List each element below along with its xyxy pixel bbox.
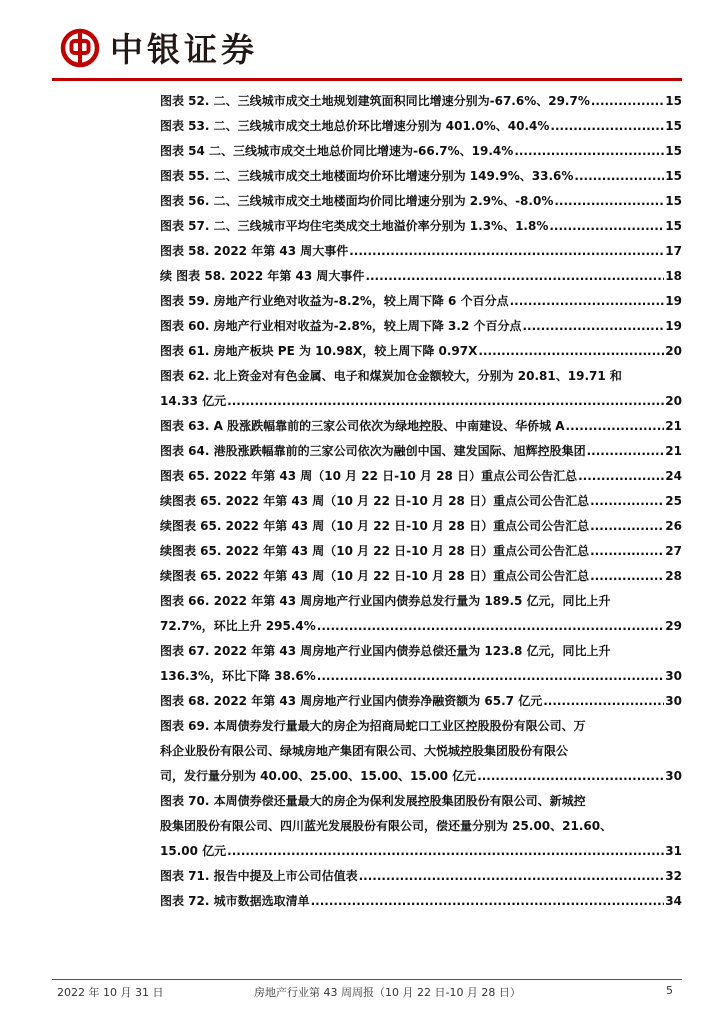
toc-leader — [317, 664, 665, 689]
toc-page-number: 18 — [665, 269, 682, 283]
toc-entry-line: 图表 62. 北上资金对有色金属、电子和煤炭加仓金额较大，分别为 20.81、19.71 和 — [160, 369, 622, 383]
toc-page-number: 29 — [665, 619, 682, 633]
toc-leader — [365, 264, 664, 289]
toc-page-number: 15 — [665, 119, 682, 133]
toc-entry-title: 图表 64. 港股涨跌幅靠前的三家公司依次为融创中国、建发国际、旭辉控股集团 — [160, 444, 586, 458]
toc-page-number: 26 — [665, 519, 682, 533]
toc-entry-line: 图表 67. 2022 年第 43 周房地产行业国内债券总偿还量为 123.8 亿元，同比上升 — [160, 644, 611, 658]
toc-entry-line: 股集团股份有限公司、四川蓝光发展股份有限公司，偿还量分别为 25.00、21.60、 — [160, 819, 613, 833]
toc-page-number: 15 — [665, 219, 682, 233]
footer-rule — [52, 979, 682, 980]
toc-leader — [543, 689, 664, 714]
toc-entry[interactable] — [160, 239, 682, 264]
toc-leader — [514, 139, 664, 164]
toc-page-number: 19 — [665, 294, 682, 308]
toc-entry-title: 图表 61. 房地产板块 PE 为 10.98X，较上周下降 0.97X — [160, 344, 478, 358]
toc-entry[interactable] — [160, 264, 682, 289]
toc-entry-line: 图表 70. 本周债券偿还量最大的房企为保利发展控股集团股份有限公司、新城控 — [160, 794, 586, 808]
toc-entry-title: 15.00 亿元 — [160, 844, 227, 858]
toc-entry[interactable] — [160, 439, 682, 464]
toc-entry-title: 图表 58. 2022 年第 43 周大事件 — [160, 244, 349, 258]
toc-entry-title: 图表 63. A 股涨跌幅靠前的三家公司依次为绿地控股、中南建设、华侨城 A — [160, 419, 565, 433]
toc-page-number: 25 — [665, 494, 682, 508]
toc-entry-last-line — [160, 614, 682, 639]
toc-leader — [478, 339, 664, 364]
toc-group-a — [160, 89, 682, 364]
toc-entry[interactable] — [160, 464, 682, 489]
toc-entry-68[interactable] — [160, 689, 682, 714]
toc-leader — [566, 414, 665, 439]
bank-of-china-logo-icon — [60, 28, 100, 68]
toc-entry[interactable] — [160, 889, 682, 914]
toc-page-number: 20 — [665, 344, 682, 358]
toc-entry-66[interactable] — [160, 589, 682, 639]
toc-page-number: 30 — [665, 669, 682, 683]
toc-page-number: 21 — [665, 444, 682, 458]
toc-entry-title: 136.3%，环比下降 38.6% — [160, 669, 316, 683]
toc-entry[interactable] — [160, 489, 682, 514]
toc-group-b — [160, 414, 682, 589]
toc-page-number: 30 — [665, 769, 682, 783]
toc-entry-title: 图表 52. 二、三线城市成交土地规划建筑面积同比增速分别为-67.6%、29.7% — [160, 94, 590, 108]
toc-entry-title: 图表 60. 房地产行业相对收益为-2.8%，较上周下降 3.2 个百分点 — [160, 319, 522, 333]
footer-date: 2022 年 10 月 31 日 — [57, 986, 164, 999]
toc-leader — [587, 439, 665, 464]
toc-page-number: 20 — [665, 394, 682, 408]
toc-page-number: 17 — [665, 244, 682, 258]
footer-report-title: 房地产行业第 43 周周报（10 月 22 日-10 月 28 日） — [254, 986, 521, 999]
toc-entry[interactable] — [160, 314, 682, 339]
toc-leader — [590, 489, 664, 514]
toc-leader — [510, 289, 665, 314]
toc-page-number: 32 — [665, 869, 682, 883]
toc-page-number: 24 — [665, 469, 682, 483]
toc-page-number: 31 — [665, 844, 682, 858]
page-header — [52, 22, 682, 78]
toc-entry-title: 续图表 65. 2022 年第 43 周（10 月 22 日-10 月 28 日）重点公司公告汇总 — [160, 519, 590, 533]
toc-entry-last-line — [160, 839, 682, 864]
toc-entry[interactable] — [160, 189, 682, 214]
toc-entry-title: 图表 72. 城市数据选取清单 — [160, 894, 310, 908]
toc-leader — [591, 89, 664, 114]
toc-entry-67[interactable] — [160, 639, 682, 689]
toc-entry-title: 图表 65. 2022 年第 43 周（10 月 22 日-10 月 28 日）重点公司公告汇总 — [160, 469, 578, 483]
toc-page-number: 19 — [665, 319, 682, 333]
toc-entry[interactable] — [160, 339, 682, 364]
toc-leader — [311, 889, 665, 914]
toc-entry-69[interactable] — [160, 714, 682, 789]
toc-entry[interactable] — [160, 114, 682, 139]
toc-entry-title: 续 图表 58. 2022 年第 43 周大事件 — [160, 269, 365, 283]
toc-entry-last-line — [160, 764, 682, 789]
toc-entry[interactable] — [160, 539, 682, 564]
toc-leader — [227, 839, 664, 864]
toc-entry[interactable] — [160, 164, 682, 189]
toc-page-number: 27 — [665, 544, 682, 558]
toc-entry[interactable] — [160, 289, 682, 314]
toc-entry-last-line — [160, 664, 682, 689]
toc-page-number: 15 — [665, 94, 682, 108]
toc-entry[interactable] — [160, 564, 682, 589]
toc-entry-line: 科企业股份有限公司、绿城房地产集团有限公司、大悦城控股集团股份有限公 — [160, 744, 569, 758]
toc-entry-title: 图表 68. 2022 年第 43 周房地产行业国内债券净融资额为 65.7 亿元 — [160, 694, 543, 708]
toc-entry-title: 图表 55. 二、三线城市成交土地楼面均价环比增速分别为 149.9%、33.6% — [160, 169, 574, 183]
toc-group-c — [160, 864, 682, 914]
brand-name: 中银证券 — [110, 30, 258, 69]
toc-entry[interactable] — [160, 89, 682, 114]
toc-entry[interactable] — [160, 864, 682, 889]
toc-entry-title: 续图表 65. 2022 年第 43 周（10 月 22 日-10 月 28 日）重点公司公告汇总 — [160, 494, 590, 508]
toc-page-number: 15 — [665, 194, 682, 208]
table-of-figures — [160, 89, 682, 914]
toc-entry-title: 续图表 65. 2022 年第 43 周（10 月 22 日-10 月 28 日）重点公司公告汇总 — [160, 569, 590, 583]
toc-entry[interactable] — [160, 514, 682, 539]
toc-page-number: 15 — [665, 169, 682, 183]
toc-leader — [549, 214, 664, 239]
toc-entry-last-line — [160, 389, 682, 414]
toc-leader — [590, 564, 664, 589]
toc-page-number: 15 — [665, 144, 682, 158]
toc-entry-title: 续图表 65. 2022 年第 43 周（10 月 22 日-10 月 28 日）重点公司公告汇总 — [160, 544, 590, 558]
toc-entry-70[interactable] — [160, 789, 682, 864]
toc-page-number: 34 — [665, 894, 682, 908]
toc-page-number: 21 — [665, 419, 682, 433]
toc-leader — [550, 114, 664, 139]
toc-leader — [477, 764, 664, 789]
toc-leader — [227, 389, 664, 414]
toc-entry-62[interactable] — [160, 364, 682, 414]
toc-leader — [590, 514, 664, 539]
toc-entry-title: 图表 71. 报告中提及上市公司估值表 — [160, 869, 358, 883]
toc-entry-title: 图表 57. 二、三线城市平均住宅类成交土地溢价率分别为 1.3%、1.8% — [160, 219, 549, 233]
toc-page-number: 30 — [665, 694, 682, 708]
header-rule — [52, 78, 682, 81]
toc-leader — [349, 239, 664, 264]
toc-leader — [574, 164, 664, 189]
toc-leader — [554, 189, 664, 214]
toc-entry[interactable] — [160, 139, 682, 164]
toc-entry-title: 图表 59. 房地产行业绝对收益为-8.2%，较上周下降 6 个百分点 — [160, 294, 509, 308]
toc-entry[interactable] — [160, 214, 682, 239]
toc-entry[interactable] — [160, 414, 682, 439]
toc-page-number: 28 — [665, 569, 682, 583]
toc-entry-title: 图表 53. 二、三线城市成交土地总价环比增速分别为 401.0%、40.4% — [160, 119, 550, 133]
toc-leader — [359, 864, 665, 889]
toc-entry-line: 图表 66. 2022 年第 43 周房地产行业国内债券总发行量为 189.5 亿元，同比上升 — [160, 594, 611, 608]
toc-entry-title: 图表 54 二、三线城市成交土地总价同比增速为-66.7%、19.4% — [160, 144, 514, 158]
toc-leader — [317, 614, 665, 639]
toc-leader — [578, 464, 664, 489]
toc-entry-title: 司，发行量分别为 40.00、25.00、15.00、15.00 亿元 — [160, 769, 477, 783]
toc-entry-title: 图表 56. 二、三线城市成交土地楼面均价同比增速分别为 2.9%、-8.0% — [160, 194, 554, 208]
toc-leader — [523, 314, 665, 339]
toc-entry-title: 72.7%，环比上升 295.4% — [160, 619, 316, 633]
toc-entry-title: 14.33 亿元 — [160, 394, 227, 408]
toc-entry-line: 图表 69. 本周债券发行量最大的房企为招商局蛇口工业区控股股份有限公司、万 — [160, 719, 586, 733]
footer-page-number: 5 — [666, 984, 673, 997]
toc-leader — [590, 539, 664, 564]
